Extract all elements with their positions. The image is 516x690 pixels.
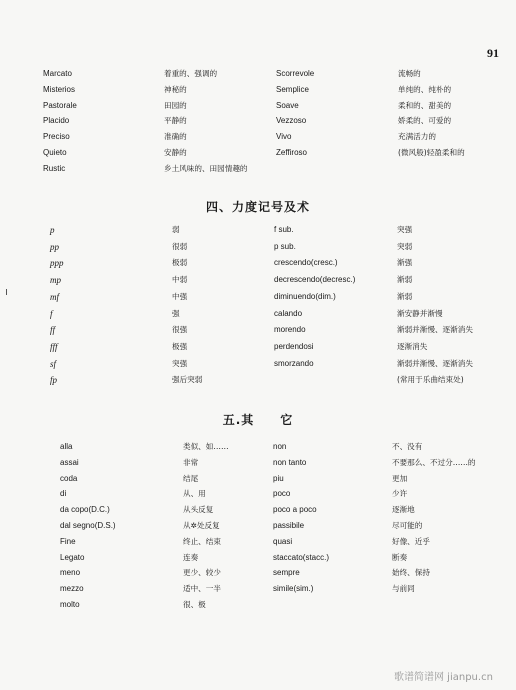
glossary-term: Fine — [60, 536, 76, 546]
glossary-term: di — [60, 489, 67, 499]
glossary-meaning: 结尾 — [183, 473, 199, 483]
glossary-row — [0, 439, 516, 455]
glossary-row — [0, 518, 516, 534]
glossary-term-2: Soave — [276, 100, 299, 110]
glossary-row — [0, 502, 516, 518]
glossary-term: sf — [50, 358, 57, 369]
glossary-meaning-2: 少许 — [392, 489, 408, 499]
glossary-meaning: 准确的 — [164, 132, 187, 142]
glossary-term-2: f sub. — [274, 225, 294, 234]
glossary-meaning-2: 渐安静并渐慢 — [397, 308, 443, 318]
glossary-meaning: 类似、如…… — [183, 442, 229, 451]
glossary-term: Placido — [43, 116, 70, 126]
glossary-meaning: 适中、一半 — [183, 584, 221, 594]
glossary-row — [0, 161, 516, 177]
glossary-meaning: 中弱 — [172, 275, 188, 285]
glossary-term-2: p sub. — [274, 241, 296, 251]
glossary-row — [0, 581, 516, 597]
glossary-meaning-2: 突强 — [397, 225, 413, 234]
glossary-term: fff — [50, 341, 58, 352]
glossary-term: dal segno(D.S.) — [60, 521, 116, 530]
glossary-term: assai — [60, 457, 79, 467]
glossary-meaning-2: 柔和的、甜美的 — [398, 100, 452, 110]
glossary-meaning: 安静的 — [164, 148, 187, 157]
glossary-meaning: 弱 — [172, 225, 180, 234]
glossary-meaning-2: 渐弱并渐慢、逐渐消失 — [397, 358, 473, 368]
glossary-term: f — [50, 308, 53, 319]
glossary-term: ppp — [50, 258, 64, 269]
glossary-term-2: quasi — [273, 536, 293, 546]
glossary-meaning: 终止、结束 — [183, 536, 221, 546]
glossary-row — [0, 82, 516, 98]
glossary-term-2: piu — [273, 473, 284, 483]
glossary-term: Preciso — [43, 132, 70, 142]
glossary-row — [0, 145, 516, 161]
glossary-meaning-2: 渐强 — [397, 258, 413, 268]
glossary-meaning-2: 不、没有 — [392, 442, 423, 451]
glossary-meaning-2: 更加 — [392, 473, 408, 483]
glossary-term-2: non tanto — [273, 457, 307, 467]
glossary-term: fp — [50, 375, 58, 386]
glossary-row — [0, 322, 516, 338]
glossary-term: molto — [60, 600, 80, 609]
glossary-meaning-2: 突弱 — [397, 241, 413, 251]
glossary-term: p — [50, 225, 55, 235]
glossary-row — [0, 471, 516, 487]
glossary-term-2: calando — [274, 308, 303, 318]
glossary-term-2: Vezzoso — [276, 116, 307, 126]
glossary-term: mezzo — [60, 584, 84, 594]
section-title-dynamics: 四、力度记号及术 — [205, 200, 310, 214]
glossary-meaning-2: (微风般)轻盈柔和的 — [398, 148, 465, 157]
glossary-term-2: Vivo — [276, 132, 292, 142]
glossary-meaning-2: 充满活力的 — [398, 132, 436, 142]
glossary-row — [0, 239, 516, 255]
glossary-meaning: 更少、较少 — [183, 568, 221, 578]
glossary-row — [0, 597, 516, 613]
glossary-term: Misterios — [43, 84, 76, 94]
watermark: 歌谱简谱网 jianpu.cn — [394, 672, 493, 683]
glossary-term-2: non — [273, 442, 287, 451]
glossary-row — [0, 306, 516, 322]
glossary-term-2: Zeffiroso — [276, 148, 307, 157]
glossary-meaning: 田园的 — [164, 100, 187, 110]
glossary-term-2: passibile — [273, 521, 305, 530]
glossary-row — [0, 486, 516, 502]
glossary-term-2: staccato(stacc.) — [273, 552, 330, 562]
glossary-term-2: crescendo(cresc.) — [274, 258, 338, 268]
glossary-term: Rustic — [43, 163, 66, 173]
glossary-meaning: 平静的 — [164, 116, 187, 126]
glossary-meaning: 乡土风味的、田园情趣的 — [164, 163, 248, 173]
glossary-term-2: poco — [273, 489, 291, 499]
glossary-meaning-2: 断奏 — [392, 552, 408, 562]
glossary-row — [0, 339, 516, 355]
glossary-row — [0, 255, 516, 271]
glossary-term: alla — [60, 442, 73, 451]
glossary-term: Marcato — [43, 69, 72, 78]
glossary-row — [0, 289, 516, 305]
page-number: 91 — [487, 46, 499, 60]
glossary-meaning: 中强 — [172, 291, 188, 301]
glossary-row — [0, 565, 516, 581]
glossary-meaning: 从、用 — [183, 489, 206, 499]
glossary-meaning: 着重的、强调的 — [164, 69, 218, 78]
glossary-meaning-2: 单纯的、纯朴的 — [398, 84, 452, 94]
glossary-meaning-2: 始终、保持 — [392, 568, 430, 578]
glossary-term: pp — [50, 241, 59, 252]
glossary-row — [0, 272, 516, 288]
glossary-row — [0, 98, 516, 114]
glossary-term: da copo(D.C.) — [60, 505, 110, 515]
glossary-meaning-2: 与前同 — [392, 584, 415, 594]
glossary-meaning-2: 流畅的 — [398, 69, 421, 78]
glossary-row — [0, 372, 516, 388]
glossary-term: meno — [60, 568, 81, 578]
glossary-meaning: 强 — [172, 308, 180, 318]
glossary-term-2: perdendosi — [274, 341, 314, 351]
glossary-meaning-2: 渐弱并渐慢、逐渐消失 — [397, 325, 473, 335]
glossary-meaning: 很弱 — [172, 241, 188, 251]
glossary-meaning: 很强 — [172, 325, 188, 335]
glossary-term: mp — [50, 275, 61, 286]
glossary-meaning: 很、极 — [183, 600, 206, 609]
glossary-meaning-2: 娇柔的、可爱的 — [398, 116, 452, 126]
glossary-meaning-2: 逐渐地 — [392, 505, 415, 515]
section-title-other: 五.其 它 — [222, 413, 294, 427]
glossary-meaning-2: 渐弱 — [397, 275, 413, 285]
glossary-meaning: 从头反复 — [183, 505, 214, 515]
glossary-term-2: poco a poco — [273, 505, 317, 515]
glossary-meaning: 连奏 — [183, 552, 199, 562]
glossary-meaning: 非常 — [183, 457, 199, 467]
glossary-row — [0, 113, 516, 129]
glossary-term-2: Scorrevole — [276, 69, 315, 78]
glossary-meaning: 从✲处反复 — [183, 521, 220, 530]
glossary-term: Quieto — [43, 148, 67, 157]
glossary-meaning: 极弱 — [172, 258, 188, 268]
glossary-term: Legato — [60, 552, 85, 562]
glossary-term-2: sempre — [273, 568, 300, 578]
glossary-term: Pastorale — [43, 100, 77, 110]
glossary-meaning-2: 渐弱 — [397, 291, 413, 301]
glossary-term: coda — [60, 473, 78, 483]
glossary-meaning-2: 好像、近乎 — [392, 536, 430, 546]
glossary-meaning-2: 尽可能的 — [392, 521, 423, 530]
glossary-row — [0, 222, 516, 238]
glossary-row — [0, 455, 516, 471]
glossary-meaning: 极强 — [172, 341, 188, 351]
glossary-meaning: 神秘的 — [164, 84, 187, 94]
glossary-term: mf — [50, 291, 59, 302]
glossary-term-2: simile(sim.) — [273, 584, 314, 594]
glossary-meaning-2: (常用于乐曲结束处) — [397, 375, 464, 385]
glossary-meaning-2: 逐渐消失 — [397, 341, 428, 351]
glossary-row — [0, 129, 516, 145]
glossary-term-2: Semplice — [276, 84, 309, 94]
glossary-term-2: diminuendo(dim.) — [274, 291, 336, 301]
glossary-row — [0, 534, 516, 550]
glossary-term-2: morendo — [274, 325, 306, 335]
glossary-row — [0, 356, 516, 372]
glossary-meaning: 强后突弱 — [172, 375, 203, 385]
glossary-meaning: 突强 — [172, 358, 188, 368]
glossary-meaning-2: 不要那么、不过分……的 — [392, 457, 476, 467]
glossary-term-2: smorzando — [274, 358, 314, 368]
glossary-term-2: decrescendo(decresc.) — [274, 275, 356, 285]
glossary-term: ff — [50, 325, 56, 336]
glossary-row — [0, 66, 516, 82]
glossary-row — [0, 550, 516, 566]
